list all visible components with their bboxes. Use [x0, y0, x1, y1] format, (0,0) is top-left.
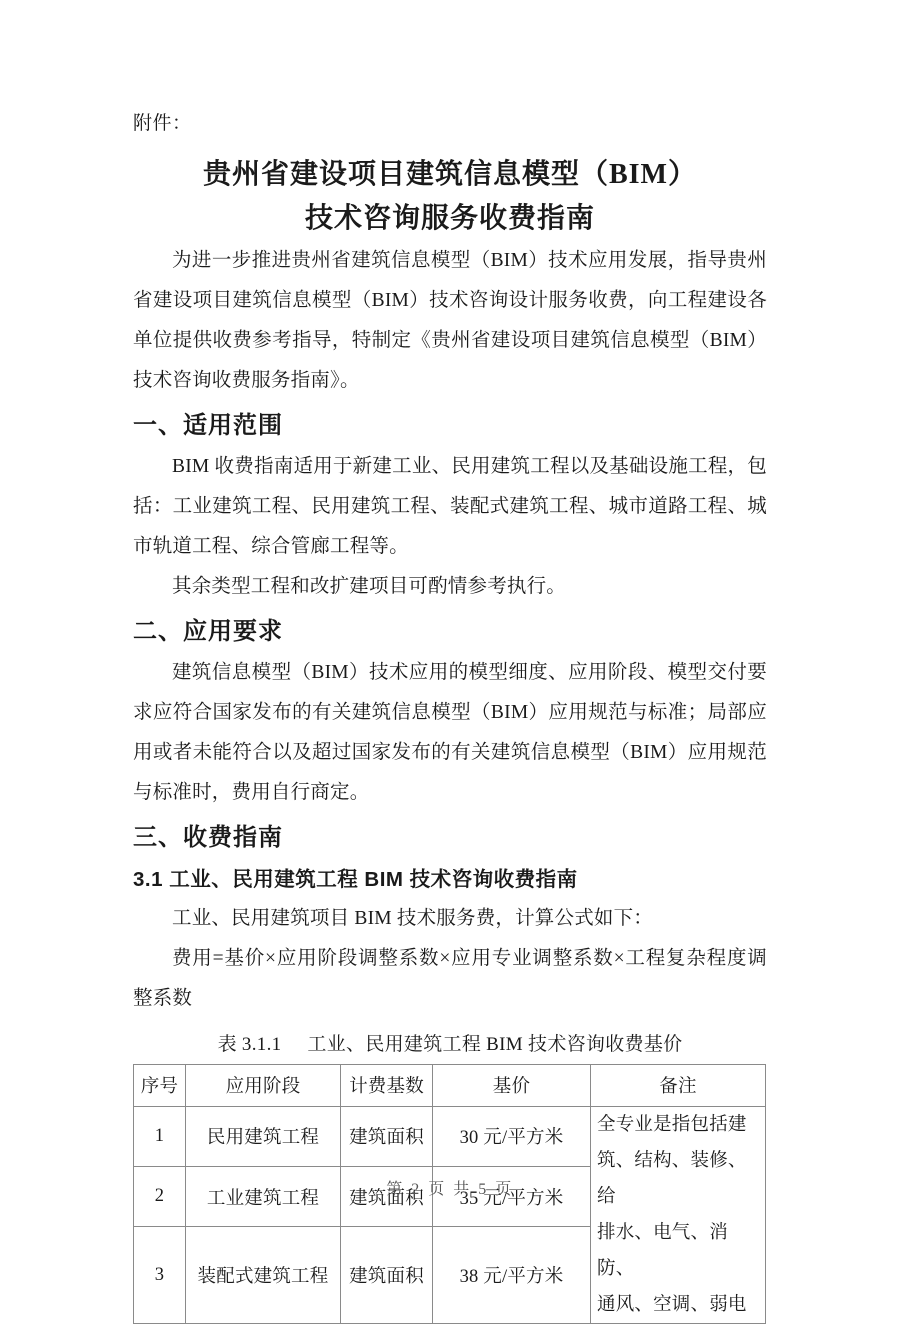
cell-basis: 建筑面积: [341, 1167, 433, 1227]
section-heading-requirements: 二、应用要求: [133, 617, 283, 645]
cell-no: 3: [134, 1227, 186, 1323]
remark-line: 全专业是指包括建: [597, 1114, 747, 1135]
table-row: [134, 1106, 766, 1166]
cell-no: 2: [134, 1167, 186, 1227]
fee-formula: 费用=基价×应用阶段调整系数×应用专业调整系数×工程复杂程度调整系数: [133, 947, 767, 1009]
cell-price: 35 元/平方米: [433, 1167, 591, 1227]
table-caption-number: 表 3.1.1: [217, 1033, 282, 1055]
remark-line: 通风、空调、弱电: [597, 1294, 747, 1315]
table-header-basis: 计费基数: [341, 1064, 433, 1106]
document-body: [133, 0, 767, 1324]
scope-paragraph-1: BIM 收费指南适用于新建工业、民用建筑工程以及基础设施工程，包括：工业建筑工程、民用建筑工程、装配式建筑工程、城市道路工程、城市轨道工程、综合管廊工程等。: [133, 455, 767, 557]
document-title-line-2: 技术咨询服务收费指南: [304, 202, 595, 234]
subsection-heading-3-1: 3.1 工业、民用建筑工程 BIM 技术咨询收费指南: [133, 867, 578, 891]
attachment-label: 附件：: [133, 113, 192, 134]
cell-no: 1: [134, 1106, 186, 1166]
table-header-stage: 应用阶段: [186, 1064, 341, 1106]
cell-basis: 建筑面积: [341, 1227, 433, 1323]
section-heading-fee-guide: 三、收费指南: [133, 823, 283, 851]
remark-line: 筑、结构、装修、给: [597, 1150, 747, 1207]
table-caption: [133, 1029, 767, 1061]
table-header-no: 序号: [134, 1064, 186, 1106]
table-caption-text: 工业、民用建筑工程 BIM 技术咨询收费基价: [307, 1033, 683, 1055]
document-title-line-1: 贵州省建设项目建筑信息模型（BIM）: [202, 158, 697, 190]
table-header-row: [134, 1064, 766, 1106]
document-title: [133, 153, 767, 241]
cell-stage: 工业建筑工程: [186, 1167, 341, 1227]
scope-paragraph-2: 其余类型工程和改扩建项目可酌情参考执行。: [172, 575, 567, 597]
cell-price: 38 元/平方米: [433, 1227, 591, 1323]
remark-line: 排水、电气、消防、: [597, 1222, 728, 1279]
table-header-remark: 备注: [591, 1064, 766, 1106]
cell-basis: 建筑面积: [341, 1106, 433, 1166]
section-heading-scope: 一、适用范围: [133, 411, 283, 439]
intro-paragraph: 为进一步推进贵州省建筑信息模型（BIM）技术应用发展，指导贵州省建设项目建筑信息模型（BIM）技术咨询设计服务收费，向工程建设各单位提供收费参考指导，特制定《贵州省建设项目建筑信息模型（BIM）技术咨询收费服务指南》。: [133, 249, 767, 391]
cell-stage: 装配式建筑工程: [186, 1227, 341, 1323]
fee-guide-paragraph-1: 工业、民用建筑项目 BIM 技术服务费，计算公式如下：: [172, 907, 653, 929]
cell-remark-merged: [591, 1106, 766, 1323]
cell-stage: 民用建筑工程: [186, 1106, 341, 1166]
table-header-price: 基价: [433, 1064, 591, 1106]
cell-price: 30 元/平方米: [433, 1106, 591, 1166]
page-number-footer: 第 2 页 共 5 页: [386, 1181, 514, 1198]
requirements-paragraph-1: 建筑信息模型（BIM）技术应用的模型细度、应用阶段、模型交付要求应符合国家发布的有关建筑信息模型（BIM）应用规范与标准；局部应用或者未能符合以及超过国家发布的有关建筑信息模型（BIM）应用规范与标准时，费用自行商定。: [133, 661, 767, 803]
